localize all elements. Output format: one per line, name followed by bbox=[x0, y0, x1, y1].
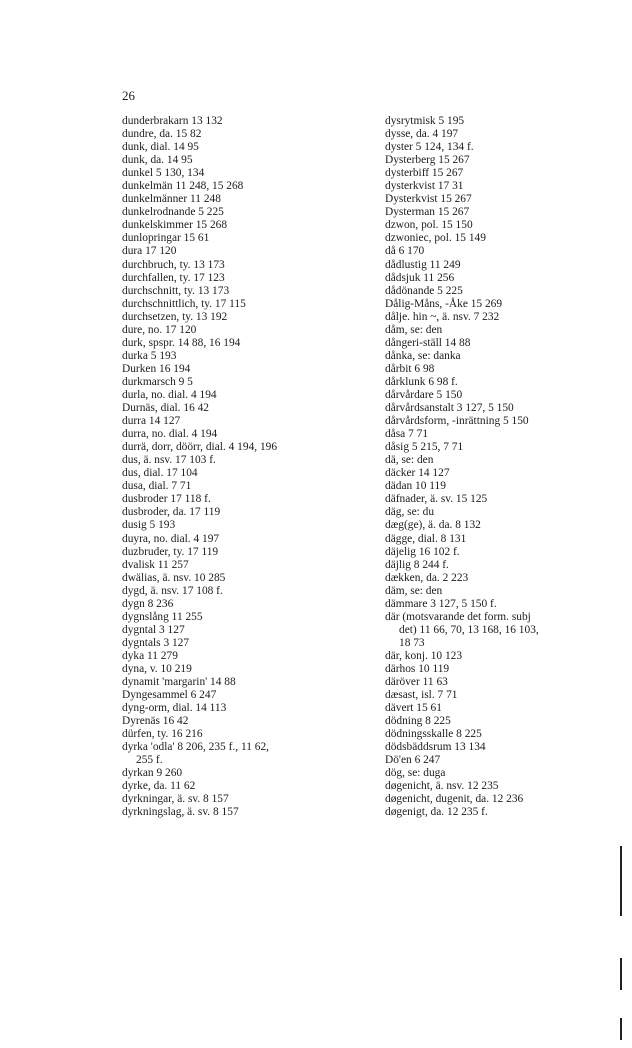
index-entry: dyna, v. 10 219 bbox=[122, 662, 192, 675]
index-entry: dürfen, ty. 16 216 bbox=[122, 728, 203, 741]
index-entry: durrä, dorr, döörr, dial. 4 194, 196 bbox=[122, 441, 278, 454]
index-entry: durk, spspr. 14 88, 16 194 bbox=[122, 336, 241, 349]
index-entry: dunk, da. 14 95 bbox=[122, 154, 193, 167]
index-entry: døgenigt, da. 12 235 f. bbox=[385, 806, 488, 819]
index-entry: dödsbäddsrum 13 134 bbox=[385, 741, 486, 754]
index-entry: det) 11 66, 70, 13 168, 16 103, bbox=[399, 623, 539, 636]
index-entry: dusbroder, da. 17 119 bbox=[122, 506, 221, 519]
index-entry: Dysterman 15 267 bbox=[385, 206, 470, 219]
page-number: 26 bbox=[122, 88, 135, 103]
index-entry: däcker 14 127 bbox=[385, 467, 450, 480]
index-entry: dunkelmänner 11 248 bbox=[122, 193, 221, 206]
index-entry: dyrke, da. 11 62 bbox=[122, 780, 196, 793]
index-entry: dygnslång 11 255 bbox=[122, 610, 203, 623]
index-entry: dækken, da. 2 223 bbox=[385, 571, 469, 584]
index-entry: dårvårdsform, -inrättning 5 150 bbox=[385, 415, 529, 428]
index-entry: dåm, se: den bbox=[385, 323, 443, 336]
index-entry: dæg(ge), ä. da. 8 132 bbox=[385, 519, 481, 532]
index-entry: dådsjuk 11 256 bbox=[385, 271, 455, 284]
index-entry: däm, se: den bbox=[385, 584, 443, 597]
index-entry: durla, no. dial. 4 194 bbox=[122, 388, 217, 401]
index-entry: Dålig-Måns, -Åke 15 269 bbox=[385, 297, 503, 310]
index-entry: Dysterberg 15 267 bbox=[385, 154, 470, 167]
index-entry: dure, no. 17 120 bbox=[122, 323, 197, 336]
index-entry: dynamit 'margarin' 14 88 bbox=[122, 676, 236, 689]
index-entry: dårklunk 6 98 f. bbox=[385, 375, 458, 388]
index-entry: dånka, se: danka bbox=[385, 349, 461, 362]
index-entry: dyrkan 9 260 bbox=[122, 767, 183, 780]
index-entry: dunkel 5 130, 134 bbox=[122, 167, 205, 180]
index-entry: døgenicht, dugenit, da. 12 236 bbox=[385, 793, 524, 806]
index-entry: dödningsskalle 8 225 bbox=[385, 728, 482, 741]
index-entry: dyrkningslag, ä. sv. 8 157 bbox=[122, 806, 239, 819]
index-entry: dygn 8 236 bbox=[122, 597, 174, 610]
margin-mark bbox=[620, 1018, 622, 1040]
index-column-left bbox=[122, 115, 372, 820]
index-entry: durchbruch, ty. 13 173 bbox=[122, 258, 225, 271]
index-entry: dysterkvist 17 31 bbox=[385, 180, 464, 193]
index-entry: dä, se: den bbox=[385, 454, 434, 467]
index-entry: därhos 10 119 bbox=[385, 662, 450, 675]
index-entry: durchschnittlich, ty. 17 115 bbox=[122, 297, 246, 310]
index-entry: däjlig 8 244 f. bbox=[385, 558, 449, 571]
index-entry: dæsast, isl. 7 71 bbox=[385, 689, 458, 702]
margin-mark bbox=[620, 958, 622, 990]
index-entry: Dyngesammel 6 247 bbox=[122, 689, 217, 702]
index-entry: dyka 11 279 bbox=[122, 649, 178, 662]
index-entry: durra, no. dial. 4 194 bbox=[122, 428, 218, 441]
index-entry: Dyrenäs 16 42 bbox=[122, 715, 189, 728]
index-entry: durchfallen, ty. 17 123 bbox=[122, 271, 225, 284]
index-entry: dusa, dial. 7 71 bbox=[122, 480, 192, 493]
index-entry: dyrkningar, ä. sv. 8 157 bbox=[122, 793, 229, 806]
index-entry: däfnader, ä. sv. 15 125 bbox=[385, 493, 488, 506]
index-entry: dög, se: duga bbox=[385, 767, 446, 780]
index-entry: dvalisk 11 257 bbox=[122, 558, 189, 571]
index-entry: där, konj. 10 123 bbox=[385, 649, 463, 662]
index-entry: dygntals 3 127 bbox=[122, 636, 190, 649]
index-entry: dådlustig 11 249 bbox=[385, 258, 461, 271]
index-entry: dundre, da. 15 82 bbox=[122, 128, 202, 141]
index-entry: Durken 16 194 bbox=[122, 362, 191, 375]
index-entry: Durnäs, dial. 16 42 bbox=[122, 402, 209, 415]
index-entry: Dö'en 6 247 bbox=[385, 754, 441, 767]
index-entry: däjelig 16 102 f. bbox=[385, 545, 460, 558]
index-entry: dådönande 5 225 bbox=[385, 284, 463, 297]
index-entry: dzwon, pol. 15 150 bbox=[385, 219, 473, 232]
index-entry: dwälias, ä. nsv. 10 285 bbox=[122, 571, 226, 584]
index-entry: dusig 5 193 bbox=[122, 519, 176, 532]
index-entry: dysterbiff 15 267 bbox=[385, 167, 464, 180]
index-entry: dålje. hin ~, ä. nsv. 7 232 bbox=[385, 310, 500, 323]
index-entry: døgenicht, ä. nsv. 12 235 bbox=[385, 780, 499, 793]
index-entry: dångeri-ställ 14 88 bbox=[385, 336, 471, 349]
index-entry: då 6 170 bbox=[385, 245, 425, 258]
index-entry: dårvårdsanstalt 3 127, 5 150 bbox=[385, 402, 514, 415]
index-entry: dunk, dial. 14 95 bbox=[122, 141, 199, 154]
index-entry: där (motsvarande det form. subj bbox=[385, 610, 531, 623]
index-entry: dåsig 5 215, 7 71 bbox=[385, 441, 464, 454]
index-entry: dårvårdare 5 150 bbox=[385, 388, 463, 401]
index-entry: durchsetzen, ty. 13 192 bbox=[122, 310, 228, 323]
index-entry: dyster 5 124, 134 f. bbox=[385, 141, 474, 154]
index-entry: dysrytmisk 5 195 bbox=[385, 115, 465, 127]
index-entry: duyra, no. dial. 4 197 bbox=[122, 532, 220, 545]
index-entry: dygntal 3 127 bbox=[122, 623, 185, 636]
index-entry: dyng-orm, dial. 14 113 bbox=[122, 702, 227, 715]
index-entry: duzbruder, ty. 17 119 bbox=[122, 545, 219, 558]
index-entry: 255 f. bbox=[136, 754, 163, 767]
index-entry: dunkelskimmer 15 268 bbox=[122, 219, 228, 232]
index-entry: dårbit 6 98 bbox=[385, 362, 435, 375]
index-entry: dygd, ä. nsv. 17 108 f. bbox=[122, 584, 223, 597]
index-entry: dysse, da. 4 197 bbox=[385, 128, 459, 141]
index-entry: dunkelrodnande 5 225 bbox=[122, 206, 224, 219]
index-entry: dunkelmän 11 248, 15 268 bbox=[122, 180, 244, 193]
index-entry: dävert 15 61 bbox=[385, 702, 442, 715]
index-entry: däg, se: du bbox=[385, 506, 435, 519]
index-entry: dödning 8 225 bbox=[385, 715, 451, 728]
index-entry: dädan 10 119 bbox=[385, 480, 446, 493]
margin-mark bbox=[620, 846, 622, 916]
index-entry: dus, dial. 17 104 bbox=[122, 467, 198, 480]
index-entry: däröver 11 63 bbox=[385, 676, 448, 689]
index-entry: durka 5 193 bbox=[122, 349, 177, 362]
index-entry: dyrka 'odla' 8 206, 235 f., 11 62, bbox=[122, 741, 269, 754]
index-entry: dzwoniec, pol. 15 149 bbox=[385, 232, 486, 245]
index-entry: dunderbrakarn 13 132 bbox=[122, 115, 223, 127]
index-entry: durchschnitt, ty. 13 173 bbox=[122, 284, 230, 297]
index-entry: durkmarsch 9 5 bbox=[122, 375, 193, 388]
index-entry: dura 17 120 bbox=[122, 245, 177, 258]
index-entry: dämmare 3 127, 5 150 f. bbox=[385, 597, 497, 610]
index-entry: dunlopringar 15 61 bbox=[122, 232, 210, 245]
index-entry: Dysterkvist 15 267 bbox=[385, 193, 472, 206]
index-entry: dåsa 7 71 bbox=[385, 428, 429, 441]
index-entry: dusbroder 17 118 f. bbox=[122, 493, 211, 506]
index-entry: dägge, dial. 8 131 bbox=[385, 532, 467, 545]
index-entry: dus, ä. nsv. 17 103 f. bbox=[122, 454, 216, 467]
index-column-right bbox=[385, 115, 630, 820]
index-entry: 18 73 bbox=[399, 636, 425, 649]
index-entry: durra 14 127 bbox=[122, 415, 181, 428]
